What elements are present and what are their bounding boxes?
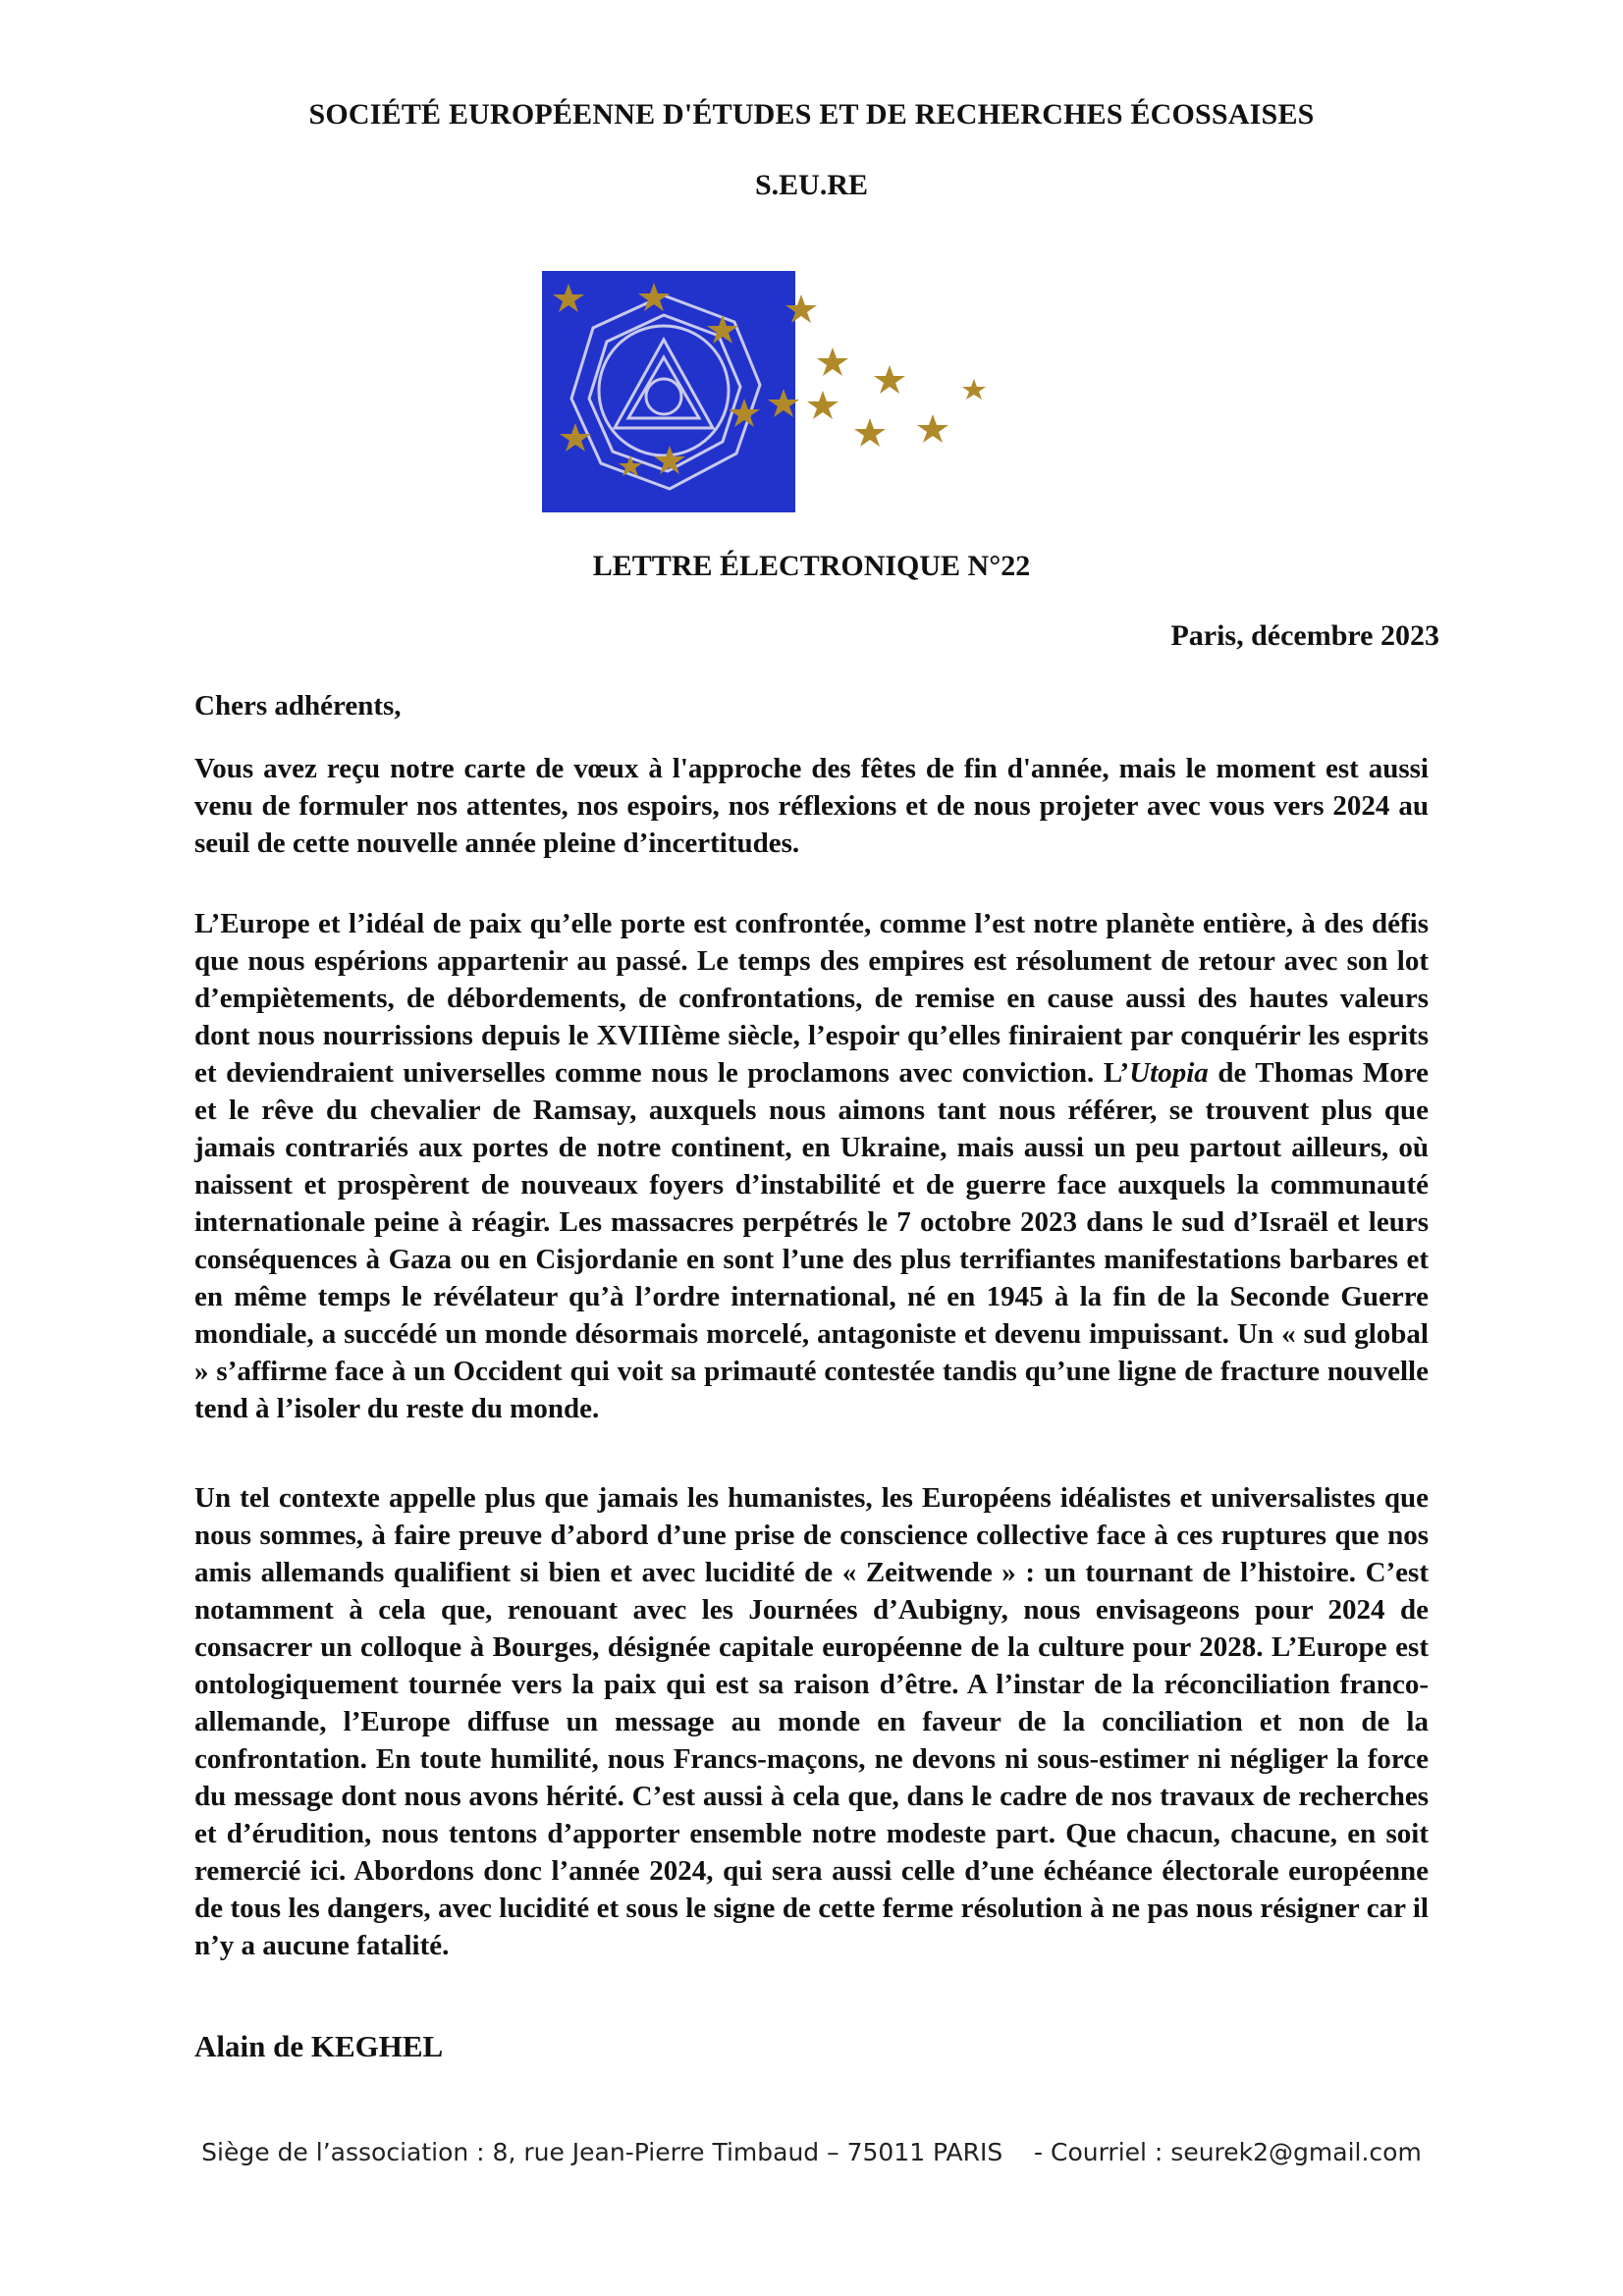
footer-text: Siège de l’association : 8, rue Jean-Pierre Timbaud – 75011 PARIS - Courriel : seurek2@gmail.com [201,2138,1422,2166]
paragraph-3: Un tel contexte appelle plus que jamais les humanistes, les Européens idéalistes et universalistes que nous sommes, à faire preuve d’abord d’une prise de conscience collective face à ces ruptures que nos amis allemands qualifient si bien et avec lucidité de « Zeitwende » : un tournant de l’histoire. C’est notamment à cela que, renouant avec les Journées d’Aubigny, nous envisageons pour 2024 de consacrer un colloque à Bourges, désignée capitale européenne de la culture pour 2028. L’Europe est ontologiquement tournée vers la paix qui est sa raison d’être. A l’instar de la réconciliation franco-allemande, l’Europe diffuse un message au monde en faveur de la conciliation et non de la confrontation. En toute humilité, nous Francs-maçons, ne devons ni sous-estimer ni négliger la force du message dont nous avons hérité. C’est aussi à cela que, dans le cadre de nos travaux de recherches et d’érudition, nous tentons d’apporter ensemble notre modeste part. Que chacun, chacune, en soit remercié ici. Abordons donc l’année 2024, qui sera aussi celle d’une échéance électorale européenne de tous les dangers, avec lucidité et sous le signe de cette ferme résolution à ne pas nous résigner car il n’y a aucune fatalité. [194,1482,1429,1961]
letter-title: LETTRE ÉLECTRONIQUE N°22 [592,550,1031,582]
footer-contact [0,2138,1623,2166]
paragraph-1: Vous avez reçu notre carte de vœux à l'approche des fêtes de fin d'année, mais le moment est aussi venu de formuler nos attentes, nos espoirs, nos réflexions et de nous projeter avec vous vers 2024 au seuil de cette nouvelle année pleine d’incertitudes. [194,753,1429,859]
paragraph-2-lead: L’Europe et l’idéal de paix qu’elle porte est confrontée, comme l’est notre planète entière, à des défis que nous espérions appartenir au passé. Le temps des empires est résolument de retour avec son lot d’empiètements, de débordements, de confrontations, de remise en cause aussi des hautes valeurs dont nous nourrissions depuis le XVIIIème siècle, l’espoir qu’elles finiraient par conquérir les esprits et deviendraient universelles comme nous le proclamons avec conviction. L’ [194,908,1429,1089]
organization-acronym: S.EU.RE [754,169,869,201]
paragraph-2 [194,905,1429,1427]
utopia-title: Utopia [1129,1057,1209,1089]
paragraph-2-rest: de Thomas More et le rêve du chevalier de Ramsay, auxquels nous aimons tant nous référer, se trouvent plus que jamais contrariés aux portes de notre continent, en Ukraine, mais aussi un peu partout ailleurs, où naissent et prospèrent de nouveaux foyers d’instabilité et de guerre face auxquels la communauté internationale peine à réagir. Les massacres perpétrés le 7 octobre 2023 dans le sud d’Israël et leurs conséquences à Gaza ou en Cisjordanie en sont l’une des plus terrifiantes manifestations barbares et en même temps le révélateur qu’à l’ordre international, né en 1945 à la fin de la Seconde Guerre mondiale, a succédé un monde désormais morcelé, antagoniste et devenu impuissant. Un « sud global » s’affirme face à un Occident qui voit sa primauté contestée tandis qu’une ligne de fracture nouvelle tend à l’isoler du reste du monde. [194,1057,1429,1424]
greeting: Chers adhérents, [194,690,402,721]
seure-logo-icon [542,271,994,516]
place-date: Paris, décembre 2023 [1170,619,1439,652]
organization-name: SOCIÉTÉ EUROPÉENNE D'ÉTUDES ET DE RECHERCHES ÉCOSSAISES [308,98,1315,131]
signature: Alain de KEGHEL [194,2029,444,2063]
